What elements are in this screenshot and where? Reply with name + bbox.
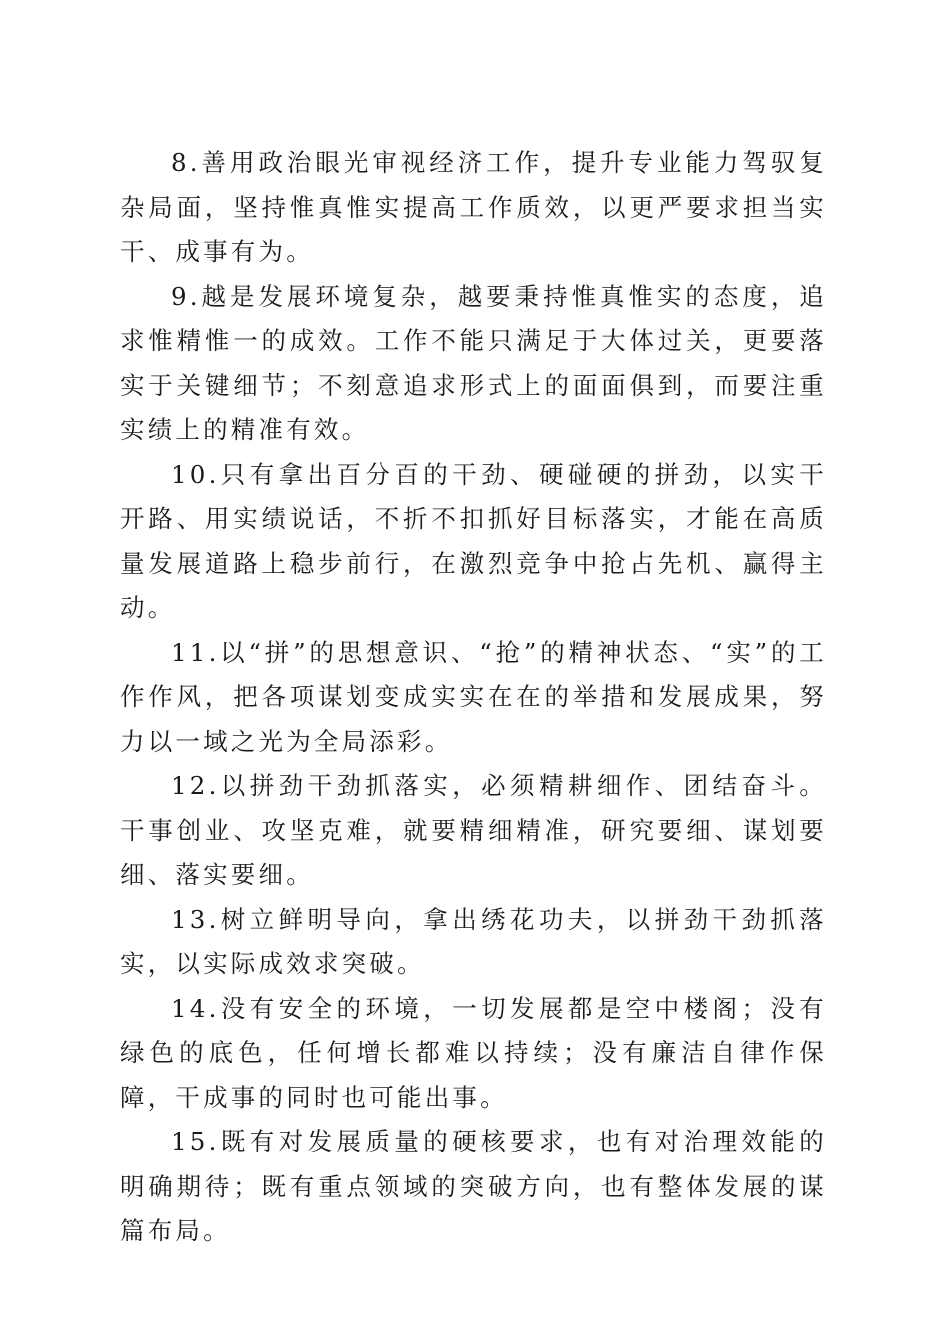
paragraph-12: 12.以拼劲干劲抓落实，必须精耕细作、团结奋斗。干事创业、攻坚克难，就要精细精准，研究要细、谋划要细、落实要细。 <box>120 771 827 889</box>
paragraph-10: 10.只有拿出百分百的干劲、硬碰硬的拼劲，以实干开路、用实绩说话，不折不扣抓好目标落实，才能在高质量发展道路上稳步前行，在激烈竞争中抢占先机、赢得主动。 <box>120 459 827 622</box>
paragraph-15: 15.既有对发展质量的硬核要求，也有对治理效能的明确期待；既有重点领域的突破方向，也有整体发展的谋篇布局。 <box>120 1127 827 1245</box>
paragraph-14: 14.没有安全的环境，一切发展都是空中楼阁；没有绿色的底色，任何增长都难以持续；没有廉洁自律作保障，干成事的同时也可能出事。 <box>120 993 827 1112</box>
paragraph-13: 13.树立鲜明导向，拿出绣花功夫，以拼劲干劲抓落实，以实际成效求突破。 <box>120 904 827 978</box>
document-body <box>120 141 827 1254</box>
paragraph-8: 8.善用政治眼光审视经济工作，提升专业能力驾驭复杂局面，坚持惟真惟实提高工作质效，以更严要求担当实干、成事有为。 <box>120 148 827 266</box>
paragraph-9: 9.越是发展环境复杂，越要秉持惟真惟实的态度，追求惟精惟一的成效。工作不能只满足于大体过关，更要落实于关键细节；不刻意追求形式上的面面俱到，而要注重实绩上的精准有效。 <box>120 281 827 444</box>
paragraph-11: 11.以“拼”的思想意识、“抢”的精神状态、“实”的工作作风，把各项谋划变成实实在在的举措和发展成果，努力以一域之光为全局添彩。 <box>120 637 827 756</box>
